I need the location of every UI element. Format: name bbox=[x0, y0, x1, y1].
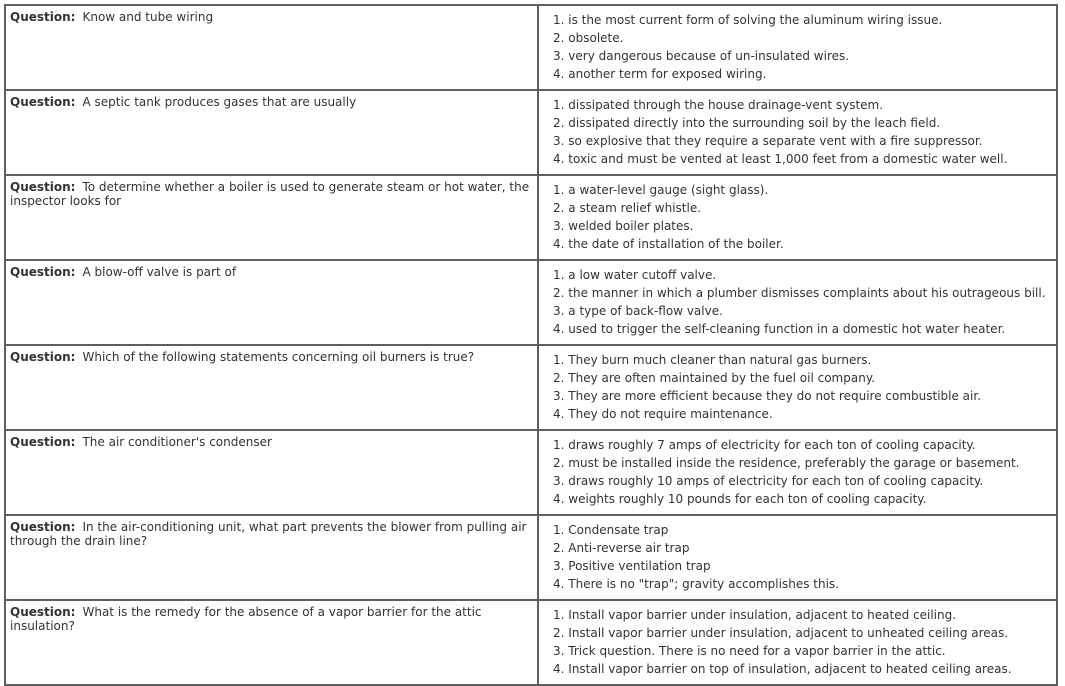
question-label: Question: bbox=[10, 10, 76, 24]
question-row-1 bbox=[5, 5, 1057, 90]
question-cell bbox=[5, 430, 538, 515]
answer-option-4: weights roughly 10 pounds for each ton of cooling capacity. bbox=[568, 492, 927, 506]
answer-option-1: Condensate trap bbox=[568, 523, 669, 537]
answer-option-4: They do not require maintenance. bbox=[568, 407, 773, 421]
quiz-table-body bbox=[5, 5, 1057, 685]
answer-option-1: Install vapor barrier under insulation, adjacent to heated ceiling. bbox=[568, 608, 957, 622]
question-row-3 bbox=[5, 175, 1057, 260]
answer-list bbox=[545, 96, 1050, 168]
answer-list bbox=[545, 436, 1050, 508]
answer-option-3: so explosive that they require a separate vent with a fire suppressor. bbox=[568, 134, 983, 148]
answer-option-1: a water-level gauge (sight glass). bbox=[568, 183, 769, 197]
question-row-2 bbox=[5, 90, 1057, 175]
answers-cell bbox=[538, 90, 1057, 175]
answers-cell bbox=[538, 260, 1057, 345]
question-cell bbox=[5, 175, 538, 260]
question-row-6 bbox=[5, 430, 1057, 515]
question-text: A septic tank produces gases that are usually bbox=[82, 95, 357, 109]
question-text: What is the remedy for the absence of a vapor barrier for the attic insulation? bbox=[10, 605, 482, 633]
answers-cell bbox=[538, 5, 1057, 90]
question-cell bbox=[5, 5, 538, 90]
answer-option-1: a low water cutoff valve. bbox=[568, 268, 717, 282]
question-cell bbox=[5, 515, 538, 600]
answer-option-2: obsolete. bbox=[568, 31, 624, 45]
question-cell bbox=[5, 90, 538, 175]
answer-option-2: dissipated directly into the surrounding soil by the leach field. bbox=[568, 116, 941, 130]
answer-option-4: the date of installation of the boiler. bbox=[568, 237, 784, 251]
answer-list bbox=[545, 181, 1050, 253]
answers-cell bbox=[538, 175, 1057, 260]
question-text: Which of the following statements concerning oil burners is true? bbox=[82, 350, 475, 364]
answers-cell bbox=[538, 600, 1057, 685]
answer-option-2: Anti-reverse air trap bbox=[568, 541, 690, 555]
answer-option-1: They burn much cleaner than natural gas burners. bbox=[568, 353, 872, 367]
question-label: Question: bbox=[10, 520, 76, 534]
answer-option-3: They are more efficient because they do not require combustible air. bbox=[568, 389, 982, 403]
answer-option-4: There is no "trap"; gravity accomplishes this. bbox=[568, 577, 839, 591]
question-text: To determine whether a boiler is used to generate steam or hot water, the inspector looks for bbox=[10, 180, 530, 208]
answer-option-1: is the most current form of solving the aluminum wiring issue. bbox=[568, 13, 943, 27]
question-label: Question: bbox=[10, 350, 76, 364]
answer-list bbox=[545, 266, 1050, 338]
question-cell bbox=[5, 345, 538, 430]
question-cell bbox=[5, 260, 538, 345]
answer-option-4: Install vapor barrier on top of insulation, adjacent to heated ceiling areas. bbox=[568, 662, 1012, 676]
answer-list bbox=[545, 11, 1050, 83]
answer-list bbox=[545, 521, 1050, 593]
question-row-5 bbox=[5, 345, 1057, 430]
answers-cell bbox=[538, 430, 1057, 515]
answer-option-4: another term for exposed wiring. bbox=[568, 67, 767, 81]
answer-option-3: a type of back-flow valve. bbox=[568, 304, 723, 318]
answer-option-1: dissipated through the house drainage-vent system. bbox=[568, 98, 884, 112]
question-row-8 bbox=[5, 600, 1057, 685]
answer-list bbox=[545, 351, 1050, 423]
question-label: Question: bbox=[10, 605, 76, 619]
answer-option-3: Positive ventilation trap bbox=[568, 559, 711, 573]
question-label: Question: bbox=[10, 180, 76, 194]
question-text: Know and tube wiring bbox=[82, 10, 214, 24]
answer-option-2: the manner in which a plumber dismisses complaints about his outrageous bill. bbox=[568, 286, 1046, 300]
answer-option-2: must be installed inside the residence, preferably the garage or basement. bbox=[568, 456, 1020, 470]
question-row-4 bbox=[5, 260, 1057, 345]
answer-option-2: Install vapor barrier under insulation, adjacent to unheated ceiling areas. bbox=[568, 626, 1009, 640]
answers-cell bbox=[538, 515, 1057, 600]
quiz-table bbox=[4, 4, 1058, 686]
answer-option-3: Trick question. There is no need for a vapor barrier in the attic. bbox=[568, 644, 946, 658]
answer-option-3: very dangerous because of un-insulated wires. bbox=[568, 49, 850, 63]
answer-option-4: toxic and must be vented at least 1,000 feet from a domestic water well. bbox=[568, 152, 1008, 166]
question-label: Question: bbox=[10, 95, 76, 109]
answer-option-3: draws roughly 10 amps of electricity for each ton of cooling capacity. bbox=[568, 474, 984, 488]
answer-option-1: draws roughly 7 amps of electricity for each ton of cooling capacity. bbox=[568, 438, 976, 452]
answer-option-3: welded boiler plates. bbox=[568, 219, 694, 233]
answer-option-2: They are often maintained by the fuel oil company. bbox=[568, 371, 876, 385]
answer-list bbox=[545, 606, 1050, 678]
question-text: In the air-conditioning unit, what part prevents the blower from pulling air through the drain line? bbox=[10, 520, 527, 548]
answer-option-2: a steam relief whistle. bbox=[568, 201, 702, 215]
question-row-7 bbox=[5, 515, 1057, 600]
question-label: Question: bbox=[10, 435, 76, 449]
question-text: The air conditioner's condenser bbox=[82, 435, 272, 449]
question-text: A blow-off valve is part of bbox=[82, 265, 237, 279]
question-cell bbox=[5, 600, 538, 685]
question-label: Question: bbox=[10, 265, 76, 279]
answer-option-4: used to trigger the self-cleaning function in a domestic hot water heater. bbox=[568, 322, 1006, 336]
answers-cell bbox=[538, 345, 1057, 430]
